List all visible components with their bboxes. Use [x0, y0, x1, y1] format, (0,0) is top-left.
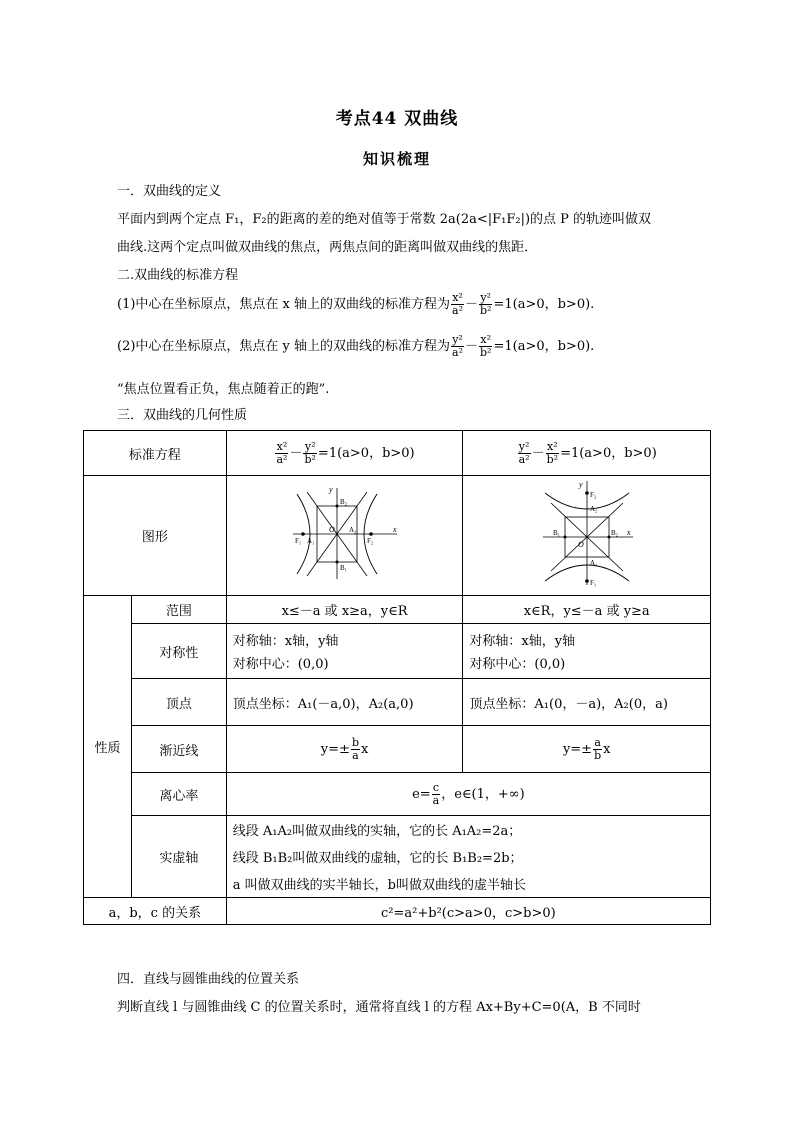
- section2-heading: 二.双曲线的标准方程: [117, 268, 239, 283]
- symmetry-vertical: 对称轴：x轴，y轴 对称中心：(0,0): [463, 624, 711, 679]
- hyperbola-vertical-figure: [537, 479, 637, 589]
- abc-relation: c²=a²+b²(c>a>0，c>b>0): [226, 898, 710, 925]
- row-label-eccentricity: 离心率: [131, 773, 226, 816]
- svg-text:A₁: A₁: [589, 558, 598, 567]
- row-label-range: 范围: [131, 596, 226, 624]
- svg-text:A₁: A₁: [306, 536, 315, 545]
- group-label-properties: 性质: [84, 596, 132, 898]
- table-row: [84, 898, 711, 925]
- svg-text:B₁: B₁: [339, 563, 347, 572]
- svg-text:B₁: B₁: [552, 528, 560, 537]
- svg-text:F₁: F₁: [589, 578, 597, 587]
- svg-text:F₁: F₁: [294, 536, 301, 545]
- range-horizontal: x≤－a 或 x≥a，y∈R: [226, 596, 463, 624]
- row-label-vertex: 顶点: [131, 679, 226, 726]
- asymptote-horizontal: y=± $\frac{b}{a}$ x: [226, 726, 463, 773]
- asymptote-vertical: y=± $\frac{a}{b}$ x: [463, 726, 711, 773]
- fraction: $\frac{\text{x²}}{\text{a²}}$: [452, 291, 463, 317]
- row-label-graph: 图形: [84, 476, 227, 596]
- vertex-horizontal: 顶点坐标：A₁(－a,0)，A₂(a,0): [226, 679, 463, 726]
- table-row: [84, 773, 711, 816]
- fraction: $\frac{\text{x²}}{\text{b²}}$: [480, 333, 492, 359]
- fraction: $\frac{\text{y²}}{\text{b²}}$: [480, 291, 492, 317]
- row-label-symmetry: 对称性: [131, 624, 226, 679]
- eq-y-prefix: (2)中心在坐标原点，焦点在 y 轴上的双曲线的标准方程为: [117, 339, 451, 354]
- table-row: [84, 624, 711, 679]
- symmetry-horizontal: 对称轴：x轴，y轴 对称中心：(0,0): [226, 624, 463, 679]
- table-row: [84, 431, 711, 476]
- graph-vertical-cell: [463, 476, 711, 596]
- graph-horizontal-cell: [226, 476, 463, 596]
- axes-description: 线段 A₁A₂叫做双曲线的实轴，它的长 A₁A₂=2a； 线段 B₁B₂叫做双曲线的虚轴，它的长 B₁B₂=2b； a 叫做双曲线的实半轴长，b叫做双曲线的虚半轴长: [226, 816, 710, 898]
- page-title: 考点44 双曲线: [335, 109, 459, 129]
- table-row: [84, 476, 711, 596]
- mnemonic-note: “焦点位置看正负，焦点随着正的跑”.: [117, 382, 330, 397]
- row-label-abc: a，b，c 的关系: [84, 898, 227, 925]
- section1-heading: 一．双曲线的定义: [117, 184, 222, 199]
- table-row: [84, 679, 711, 726]
- hyperbola-horizontal-figure: [285, 484, 405, 584]
- vertex-vertical: 顶点坐标：A₁(0，－a)，A₂(0，a): [463, 679, 711, 726]
- svg-text:A₂: A₂: [589, 504, 598, 513]
- svg-text:A₂: A₂: [348, 525, 357, 534]
- svg-text:B₂: B₂: [610, 528, 618, 537]
- section3-heading: 三．双曲线的几何性质: [117, 408, 248, 423]
- row-label-standard-eq: 标准方程: [84, 431, 227, 476]
- definition-line-1: 平面内到两个定点 F₁，F₂的距离的差的绝对值等于常数 2a(2a<|F₁F₂|)的点 P 的轨迹叫做双: [117, 212, 652, 227]
- section4-line-1: 判断直线 l 与圆锥曲线 C 的位置关系时，通常将直线 l 的方程 Ax+By+C=0(A，B 不同时: [117, 1000, 641, 1015]
- eq-x-prefix: (1)中心在坐标原点，焦点在 x 轴上的双曲线的标准方程为: [117, 297, 451, 312]
- table-row: [84, 726, 711, 773]
- svg-text:B₂: B₂: [339, 497, 347, 506]
- properties-table: [83, 430, 711, 925]
- definition-line-2: 曲线.这两个定点叫做双曲线的焦点，两焦点间的距离叫做双曲线的焦距．: [117, 240, 538, 255]
- svg-text:O: O: [577, 539, 584, 549]
- eccentricity: e= $\frac{c}{a}$ ，e∈(1，+∞): [226, 773, 710, 816]
- svg-text:x: x: [392, 524, 397, 534]
- range-vertical: x∈R，y≤－a 或 y≥a: [463, 596, 711, 624]
- svg-text:y: y: [328, 484, 333, 494]
- svg-text:F₂: F₂: [366, 536, 373, 545]
- eq-x-suffix: =1(a>0，b>0).: [493, 297, 595, 312]
- svg-text:x: x: [626, 527, 631, 537]
- table-row: [84, 816, 711, 898]
- standard-eq-x-axis: (1)中心在坐标原点，焦点在 x 轴上的双曲线的标准方程为 $\frac{\text{x²}}{\text{a²}}$ － $\frac{\text{y²}}{\text{b²}}$ =1(a>0，b>0).: [117, 291, 595, 317]
- standard-eq-y-axis: (2)中心在坐标原点，焦点在 y 轴上的双曲线的标准方程为 $\frac{\text{y²}}{\text{a²}}$ － $\frac{\text{x²}}{\text{b²}}$ =1(a>0，b>0).: [117, 333, 595, 359]
- table-row: [84, 596, 711, 624]
- row-label-asymptote: 渐近线: [131, 726, 226, 773]
- eq-horizontal: $\frac{\text{x²}}{\text{a²}}$ － $\frac{\text{y²}}{\text{b²}}$ =1(a>0，b>0): [226, 431, 463, 476]
- fraction: $\frac{\text{y²}}{\text{a²}}$: [452, 333, 463, 359]
- row-label-axes: 实虚轴: [131, 816, 226, 898]
- section-subtitle: 知识梳理: [362, 150, 431, 168]
- eq-y-suffix: =1(a>0，b>0).: [493, 339, 595, 354]
- svg-text:F₂: F₂: [589, 490, 597, 499]
- svg-text:y: y: [578, 479, 583, 489]
- eq-vertical: $\frac{\text{y²}}{\text{a²}}$ － $\frac{\text{x²}}{\text{b²}}$ =1(a>0，b>0): [463, 431, 711, 476]
- svg-text:O: O: [328, 524, 335, 534]
- section4-heading: 四．直线与圆锥曲线的位置关系: [117, 972, 300, 987]
